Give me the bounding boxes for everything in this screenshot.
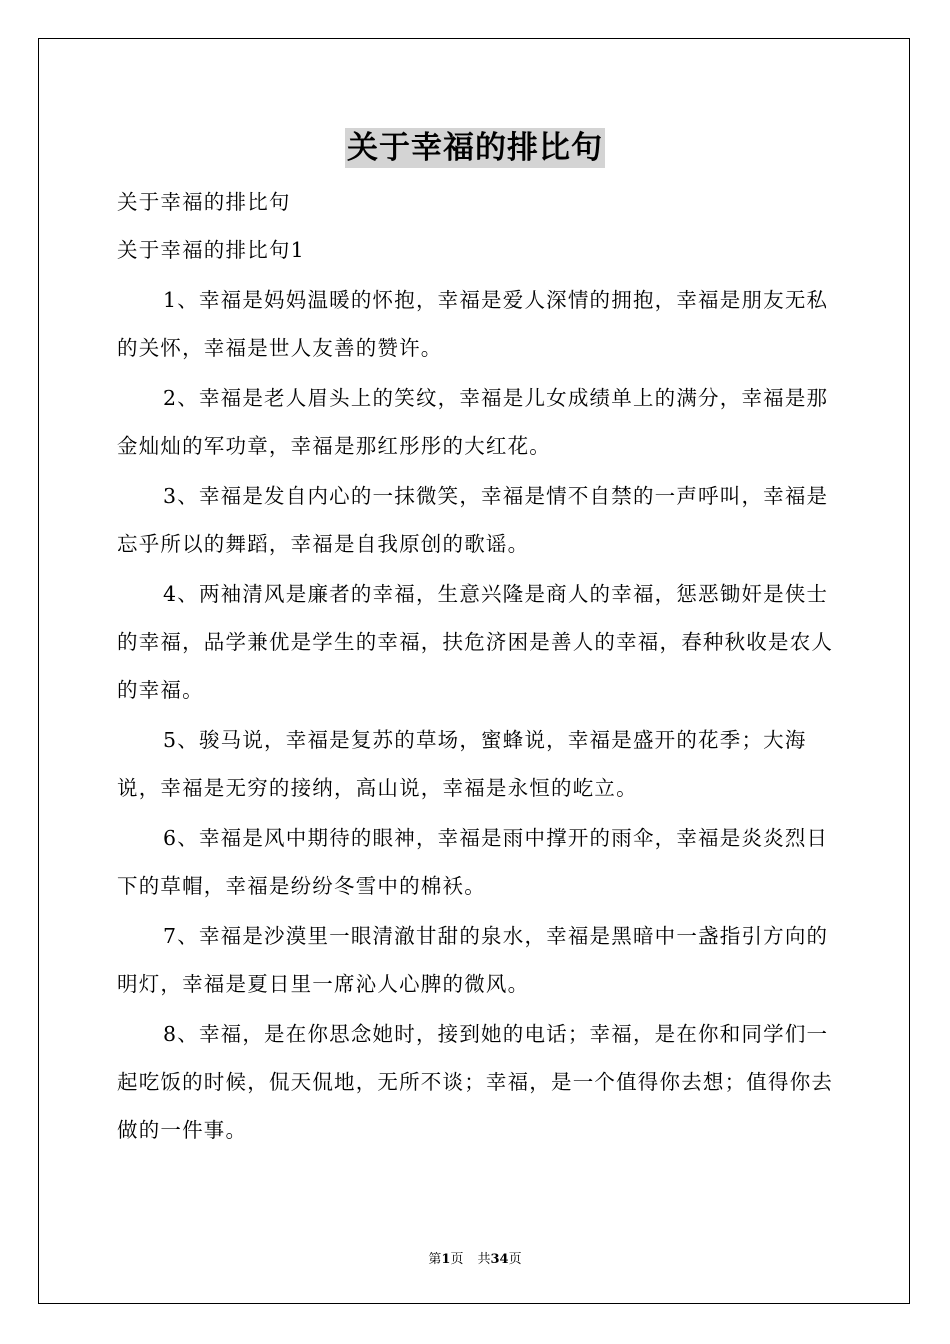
total-pages: 34 bbox=[490, 1252, 509, 1267]
total-suffix: 页 bbox=[508, 1252, 522, 1267]
section-heading: 关于幸福的排比句1 bbox=[117, 238, 305, 262]
paragraph-1: 1、幸福是妈妈温暖的怀抱，幸福是爱人深情的拥抱，幸福是朋友无私的关怀，幸福是世人友善的赞许。 bbox=[117, 288, 829, 360]
page-suffix: 页 bbox=[450, 1252, 464, 1267]
page-prefix: 第 bbox=[428, 1252, 442, 1267]
page-current: 1 bbox=[441, 1252, 451, 1267]
paragraph-4: 4、两袖清风是廉者的幸福，生意兴隆是商人的幸福，惩恶锄奸是侠士的幸福，品学兼优是学生的幸福，扶危济困是善人的幸福，春种秋收是农人的幸福。 bbox=[117, 582, 834, 702]
document-body bbox=[117, 178, 835, 1154]
page-footer bbox=[0, 1248, 950, 1267]
total-prefix: 共 bbox=[477, 1252, 491, 1267]
paragraph-7: 7、幸福是沙漠里一眼清澈甘甜的泉水，幸福是黑暗中一盏指引方向的明灯，幸福是夏日里一席沁人心脾的微风。 bbox=[117, 924, 829, 996]
paragraph-3: 3、幸福是发自内心的一抹微笑，幸福是情不自禁的一声呼叫，幸福是忘乎所以的舞蹈，幸福是自我原创的歌谣。 bbox=[117, 484, 829, 556]
paragraph-6: 6、幸福是风中期待的眼神，幸福是雨中撑开的雨伞，幸福是炎炎烈日下的草帽，幸福是纷纷冬雪中的棉袄。 bbox=[117, 826, 829, 898]
paragraph-8: 8、幸福，是在你思念她时，接到她的电话；幸福，是在你和同学们一起吃饭的时候，侃天侃地，无所不谈；幸福，是一个值得你去想；值得你去做的一件事。 bbox=[117, 1022, 834, 1142]
document-title: 关于幸福的排比句 bbox=[347, 130, 603, 166]
document-subtitle: 关于幸福的排比句 bbox=[117, 190, 291, 214]
paragraph-5: 5、骏马说，幸福是复苏的草场，蜜蜂说，幸福是盛开的花季；大海说，幸福是无穷的接纳，高山说，幸福是永恒的屹立。 bbox=[117, 728, 807, 800]
paragraph-2: 2、幸福是老人眉头上的笑纹，幸福是儿女成绩单上的满分，幸福是那金灿灿的军功章，幸福是那红彤彤的大红花。 bbox=[117, 386, 829, 458]
title-container bbox=[0, 128, 950, 168]
